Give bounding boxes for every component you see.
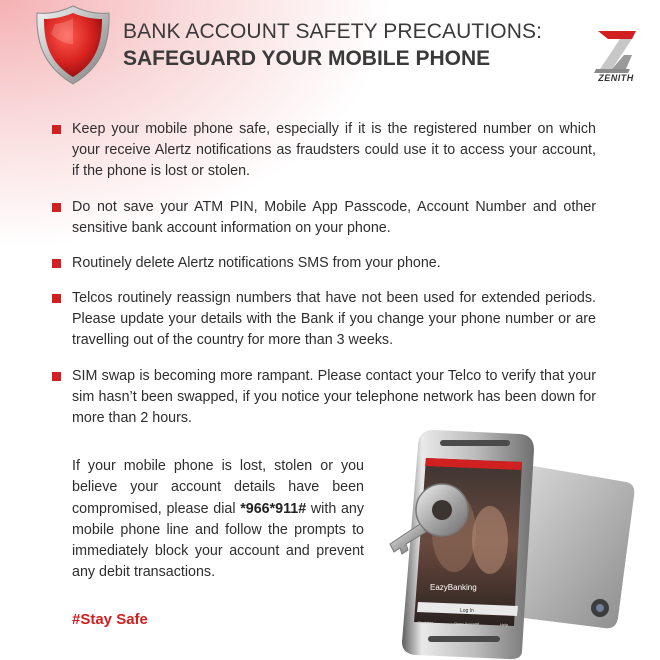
shield-icon (33, 4, 113, 86)
list-item (50, 253, 596, 274)
list-item-text: Routinely delete Alertz notifications SMS from your phone. (72, 255, 441, 271)
bullet-square-icon (52, 259, 61, 268)
phone-app-name: EazyBanking (430, 583, 477, 592)
smartphone-image (372, 412, 657, 660)
phone-nav-register: Register (418, 620, 433, 625)
title-line-1: BANK ACCOUNT SAFETY PRECAUTIONS: (123, 20, 543, 43)
bullet-square-icon (52, 372, 61, 381)
title-line-2: SAFEGUARD YOUR MOBILE PHONE (123, 47, 491, 70)
emergency-instructions (72, 456, 364, 584)
bullet-square-icon (52, 125, 61, 134)
phone-login-label: Log In (460, 608, 474, 614)
zenith-logo-icon (590, 27, 642, 73)
list-item-text: SIM swap is becoming more rampant. Please contact your Telco to verify that your sim hasn’t been swapped, if you notice your telephone network has been down for more than 2 hours. (72, 368, 596, 426)
logo-wordmark: ZENITH (598, 73, 634, 83)
safety-tips-list (50, 119, 596, 444)
phone-nav-open-account: Open Account (454, 621, 480, 626)
list-item-text: Telcos routinely reassign numbers that have not been used for extended periods. Please update your details with the Bank if you change your phone number or are travelling out of the country for more than 3 weeks. (72, 290, 596, 348)
contact-text-after: with any mobile phone line and follow the prompts to immediately block your account and prevent any debit transactions. (72, 500, 365, 581)
list-item (50, 119, 596, 182)
list-item (50, 288, 596, 351)
page-title (123, 20, 543, 74)
bullet-square-icon (52, 294, 61, 303)
stay-safe-hashtag: #Stay Safe (72, 611, 148, 628)
phone-nav-help: Help (500, 622, 509, 627)
ussd-code: *966*911# (240, 500, 307, 517)
list-item-text: Keep your mobile phone safe, especially if it is the registered number on which your receive Alertz notifications as fraudsters could use it to access your account, if the phone is lost or stolen. (72, 121, 596, 179)
bullet-square-icon (52, 203, 61, 212)
zenith-logo (590, 27, 642, 83)
list-item-text: Do not save your ATM PIN, Mobile App Passcode, Account Number and other sensitive bank account information on your phone. (72, 199, 596, 236)
list-item (50, 197, 596, 239)
contact-text-before: If your mobile phone is lost, stolen or you believe your account details have been compromised, please dial (72, 458, 364, 517)
